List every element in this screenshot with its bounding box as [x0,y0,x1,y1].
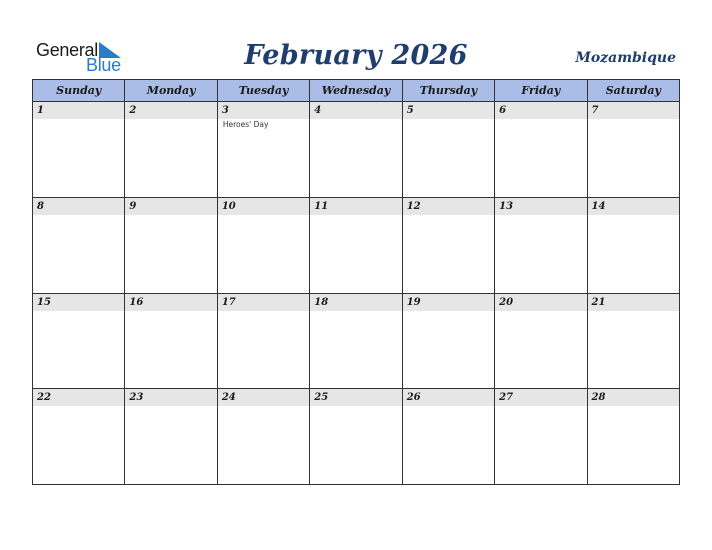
day-number: 21 [588,294,679,311]
event-label [218,406,309,407]
weekday-header: Tuesday [217,80,309,102]
day-number: 3 [218,102,309,119]
event-label [495,311,586,312]
day-number: 28 [588,389,679,406]
event-label [310,119,401,120]
day-number: 6 [495,102,586,119]
day-number: 12 [403,198,494,215]
event-label [310,215,401,216]
event-label [403,311,494,312]
event-label [125,311,216,312]
event-label [125,119,216,120]
day-cell [310,197,402,293]
day-cell [402,102,494,198]
day-number: 14 [588,198,679,215]
page-title: February 2026 [244,40,468,71]
day-cell [310,293,402,389]
day-cell [402,197,494,293]
day-cell [587,293,679,389]
event-label [33,119,124,120]
day-number: 23 [125,389,216,406]
day-cell [217,102,309,198]
day-number: 22 [33,389,124,406]
logo-text-general: General [36,40,98,60]
day-number: 13 [495,198,586,215]
day-cell [587,102,679,198]
event-label [495,406,586,407]
event-label: Heroes' Day [222,120,269,129]
day-cell [33,197,125,293]
event-label [495,119,586,120]
event-label [403,215,494,216]
day-number: 19 [403,294,494,311]
day-cell [587,197,679,293]
event-label [588,311,679,312]
event-label [218,215,309,216]
week-row [33,197,680,293]
day-number: 26 [403,389,494,406]
event-label [310,311,401,312]
weekday-header: Monday [125,80,217,102]
event-label [403,406,494,407]
day-number: 18 [310,294,401,311]
day-number: 15 [33,294,124,311]
day-number: 8 [33,198,124,215]
event-label [33,406,124,407]
day-cell [125,389,217,485]
weekday-header: Wednesday [310,80,402,102]
day-number: 25 [310,389,401,406]
day-cell [217,389,309,485]
day-number: 4 [310,102,401,119]
day-cell [495,389,587,485]
day-number: 11 [310,198,401,215]
day-cell [495,293,587,389]
day-number: 1 [33,102,124,119]
weekday-header: Saturday [587,80,679,102]
day-number: 24 [218,389,309,406]
weekday-header: Thursday [402,80,494,102]
day-cell [33,102,125,198]
day-number: 16 [125,294,216,311]
day-number: 20 [495,294,586,311]
day-cell [310,102,402,198]
logo-text-blue: Blue [86,55,121,75]
day-cell [402,293,494,389]
event-label [125,215,216,216]
country-name: Mozambique [575,50,676,66]
week-row [33,293,680,389]
day-cell [125,293,217,389]
day-number: 10 [218,198,309,215]
day-cell [402,389,494,485]
day-cell [33,293,125,389]
event-label [310,406,401,407]
event-label [33,215,124,216]
day-cell [217,293,309,389]
event-label [33,311,124,312]
day-number: 5 [403,102,494,119]
week-row [33,102,680,198]
event-label [495,215,586,216]
day-cell [587,389,679,485]
day-cell [125,102,217,198]
day-number: 17 [218,294,309,311]
day-number: 9 [125,198,216,215]
week-row [33,389,680,485]
day-cell [310,389,402,485]
day-cell [33,389,125,485]
calendar-grid [32,79,680,485]
day-number: 27 [495,389,586,406]
event-label [403,119,494,120]
day-cell [217,197,309,293]
event-label [588,215,679,216]
event-label [218,311,309,312]
day-number: 7 [588,102,679,119]
weekday-header-row [33,80,680,102]
event-label [125,406,216,407]
event-label [588,406,679,407]
day-cell [125,197,217,293]
weekday-header: Sunday [33,80,125,102]
event-label [588,119,679,120]
day-cell [495,197,587,293]
day-number: 2 [125,102,216,119]
weekday-header: Friday [495,80,587,102]
day-cell [495,102,587,198]
